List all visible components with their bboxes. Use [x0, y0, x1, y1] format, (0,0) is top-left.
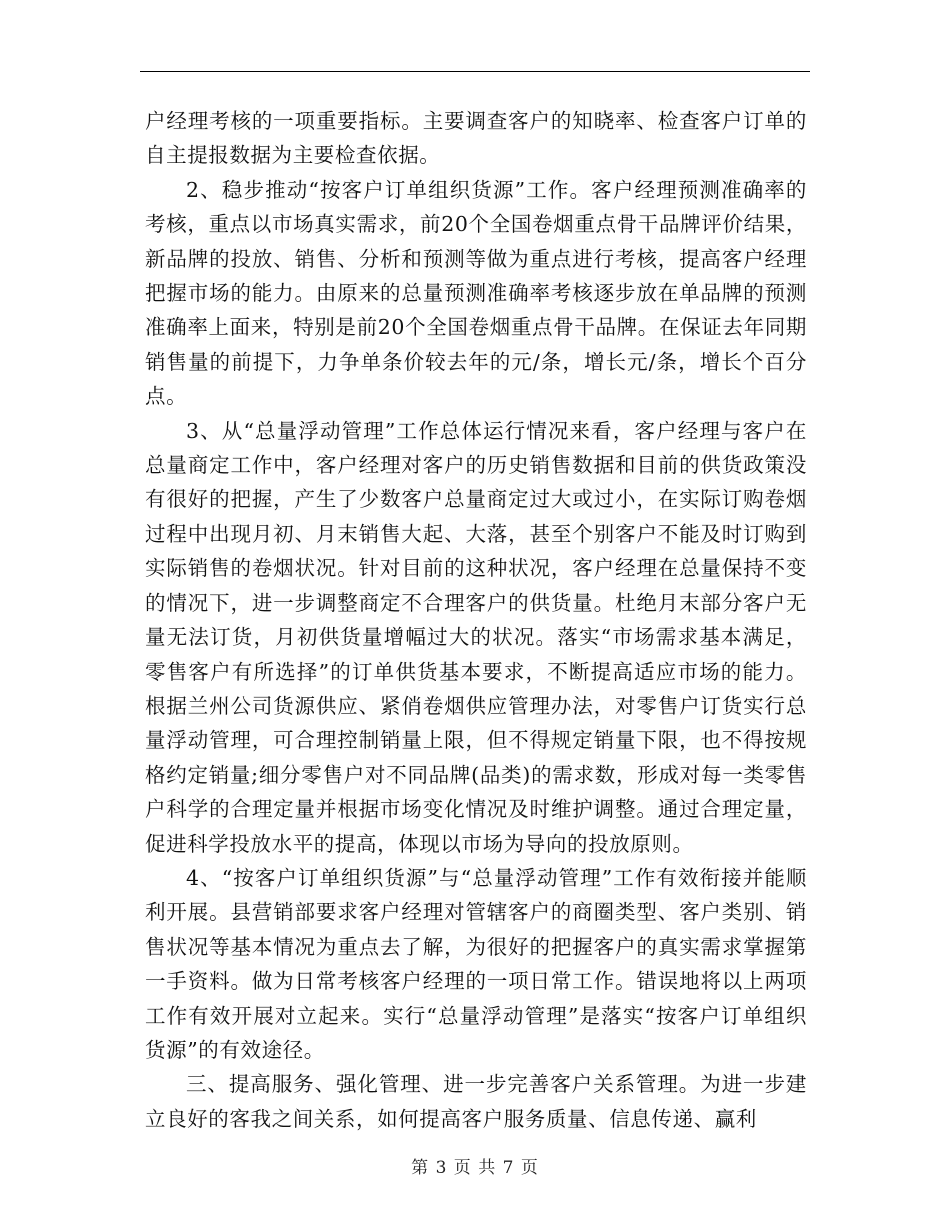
- paragraph-1: 户经理考核的一项重要指标。主要调查客户的知晓率、检查客户订单的自主提报数据为主要检查依据。: [145, 109, 807, 168]
- header-rule: [140, 71, 810, 72]
- page-footer: 第 3 页 共 7 页: [411, 1158, 539, 1178]
- paragraph-4: 4、“按客户订单组织货源”与“总量浮动管理”工作有效衔接并能顺利开展。县营销部要求客户经理对管辖客户的商圈类型、客户类别、销售状况等基本情况为重点去了解，为很好的把握客户的真实需求掌握第一手资料。做为日常考核客户经理的一项日常工作。错误地将以上两项工作有效开展对立起来。实行“总量浮动管理”是落实“按客户订单组织货源”的有效途径。: [145, 865, 807, 1062]
- paragraph-2: 2、稳步推动“按客户订单组织货源”工作。客户经理预测准确率的考核，重点以市场真实需求，前20个全国卷烟重点骨干品牌评价结果，新品牌的投放、销售、分析和预测等做为重点进行考核，提高客户经理把握市场的能力。由原来的总量预测准确率考核逐步放在单品牌的预测准确率上面来，特别是前20个全国卷烟重点骨干品牌。在保证去年同期销售量的前提下，力争单条价较去年的元/条，增长元/条，增长个百分点。: [145, 177, 807, 409]
- paragraph-5: 三、提高服务、强化管理、进一步完善客户关系管理。为进一步建立良好的客我之间关系，如何提高客户服务质量、信息传递、赢利: [145, 1072, 807, 1131]
- paragraph-3: 3、从“总量浮动管理”工作总体运行情况来看，客户经理与客户在总量商定工作中，客户经理对客户的历史销售数据和目前的供货政策没有很好的把握，产生了少数客户总量商定过大或过小，在实际订购卷烟过程中出现月初、月末销售大起、大落，甚至个别客户不能及时订购到实际销售的卷烟状况。针对目前的这种状况，客户经理在总量保持不变的情况下，进一步调整商定不合理客户的供货量。杜绝月末部分客户无量无法订货，月初供货量增幅过大的状况。落实“市场需求基本满足，零售客户有所选择”的订单供货基本要求，不断提高适应市场的能力。根据兰州公司货源供应、紧俏卷烟供应管理办法，对零售户订货实行总量浮动管理，可合理控制销量上限，但不得规定销量下限，也不得按规格约定销量;细分零售户对不同品牌(品类)的需求数，形成对每一类零售户科学的合理定量并根据市场变化情况及时维护调整。通过合理定量，促进科学投放水平的提高，体现以市场为导向的投放原则。: [145, 418, 807, 856]
- document-body: [145, 104, 807, 1136]
